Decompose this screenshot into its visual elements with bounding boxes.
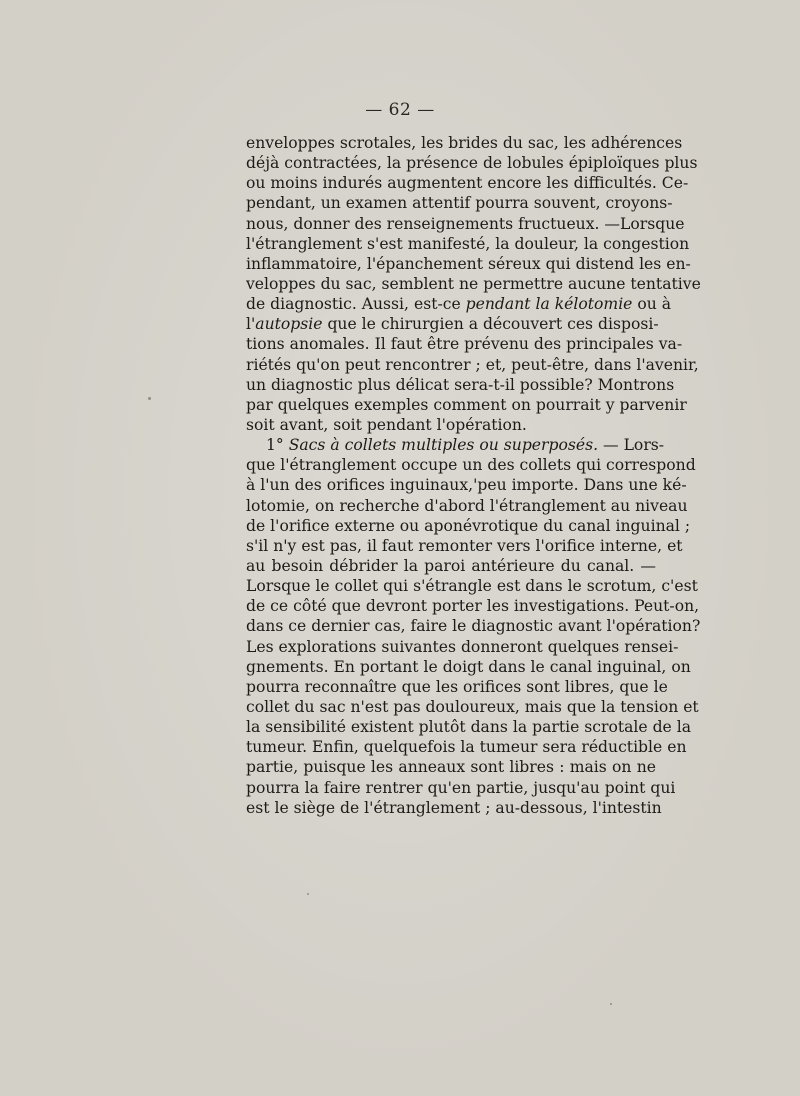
text-line: pourra reconnaître que les orifices sont libres, que le xyxy=(246,677,668,696)
text-line: pendant, un examen attentif pourra souvent, croyons- xyxy=(246,194,673,213)
body-text xyxy=(246,133,701,818)
text-line: Lorsque le collet qui s'étrangle est dans le scrotum, c'est xyxy=(246,577,698,596)
text-line: par quelques exemples comment on pourrait y parvenir xyxy=(246,395,687,414)
text-line: au besoin débrider la paroi antérieure du canal. — xyxy=(246,556,656,575)
text-line: gnements. En portant le doigt dans le canal inguinal, on xyxy=(246,657,691,676)
text-line: veloppes du sac, semblent ne permettre aucune tentative xyxy=(246,274,701,293)
text-line: de l'orifice externe ou aponévrotique du canal inguinal ; xyxy=(246,516,691,535)
text-line: soit avant, soit pendant l'opération. xyxy=(246,415,527,434)
text-run: — Lors- xyxy=(598,436,665,455)
text-line: est le siège de l'étranglement ; au-dessous, l'intestin xyxy=(246,798,662,817)
paper-speck xyxy=(307,893,309,895)
text-line: déjà contractées, la présence de lobules épiploïques plus xyxy=(246,154,698,173)
section-title: Sacs à collets multiples ou superposés. xyxy=(288,436,599,455)
page-number: — 62 — xyxy=(365,100,435,120)
text-run: que le chirurgien a découvert ces disposi- xyxy=(322,315,659,334)
text-line: nous, donner des renseignements fructueux. —Lorsque xyxy=(246,214,685,233)
paper-speck xyxy=(610,1003,612,1005)
text-line: tumeur. Enfin, quelquefois la tumeur sera réductible en xyxy=(246,738,687,757)
italic-run: pendant la kélotomie xyxy=(465,295,633,314)
text-line: dans ce dernier cas, faire le diagnostic avant l'opération? xyxy=(246,617,701,636)
text-line: ou moins indurés augmentent encore les difficultés. Ce- xyxy=(246,174,689,193)
text-run: l' xyxy=(246,315,256,334)
section-heading-line xyxy=(246,435,665,455)
text-line: de ce côté que devront porter les investigations. Peut-on, xyxy=(246,597,700,616)
text-line: s'il n'y est pas, il faut remonter vers l'orifice interne, et xyxy=(246,536,683,555)
italic-run: autopsie xyxy=(255,315,323,334)
paper-speck xyxy=(148,397,151,400)
text-line: un diagnostic plus délicat sera-t-il possible? Montrons xyxy=(246,375,675,394)
text-line: l'étranglement s'est manifesté, la douleur, la congestion xyxy=(246,234,690,253)
text-line: riétés qu'on peut rencontrer ; et, peut-être, dans l'avenir, xyxy=(246,355,699,374)
text-line xyxy=(246,294,672,314)
text-line: à l'un des orifices inguinaux,'peu importe. Dans une ké- xyxy=(246,476,687,495)
text-run: ou à xyxy=(632,295,672,314)
text-line: inflammatoire, l'épanchement séreux qui distend les en- xyxy=(246,254,691,273)
text-line: que l'étranglement occupe un des collets qui correspond xyxy=(246,456,696,475)
text-line: Les explorations suivantes donneront quelques rensei- xyxy=(246,637,679,656)
text-line xyxy=(246,314,659,334)
text-run: de diagnostic. Aussi, est-ce xyxy=(246,295,466,314)
text-line: lotomie, on recherche d'abord l'étranglement au niveau xyxy=(246,496,688,515)
text-line: partie, puisque les anneaux sont libres : mais on ne xyxy=(246,758,656,777)
text-line: tions anomales. Il faut être prévenu des principales va- xyxy=(246,335,683,354)
section-number: 1° xyxy=(266,436,289,455)
text-line: collet du sac n'est pas douloureux, mais que la tension et xyxy=(246,697,699,716)
text-line: enveloppes scrotales, les brides du sac, les adhérences xyxy=(246,134,683,152)
text-line: la sensibilité existent plutôt dans la partie scrotale de la xyxy=(246,718,692,737)
text-line: pourra la faire rentrer qu'en partie, jusqu'au point qui xyxy=(246,778,676,797)
